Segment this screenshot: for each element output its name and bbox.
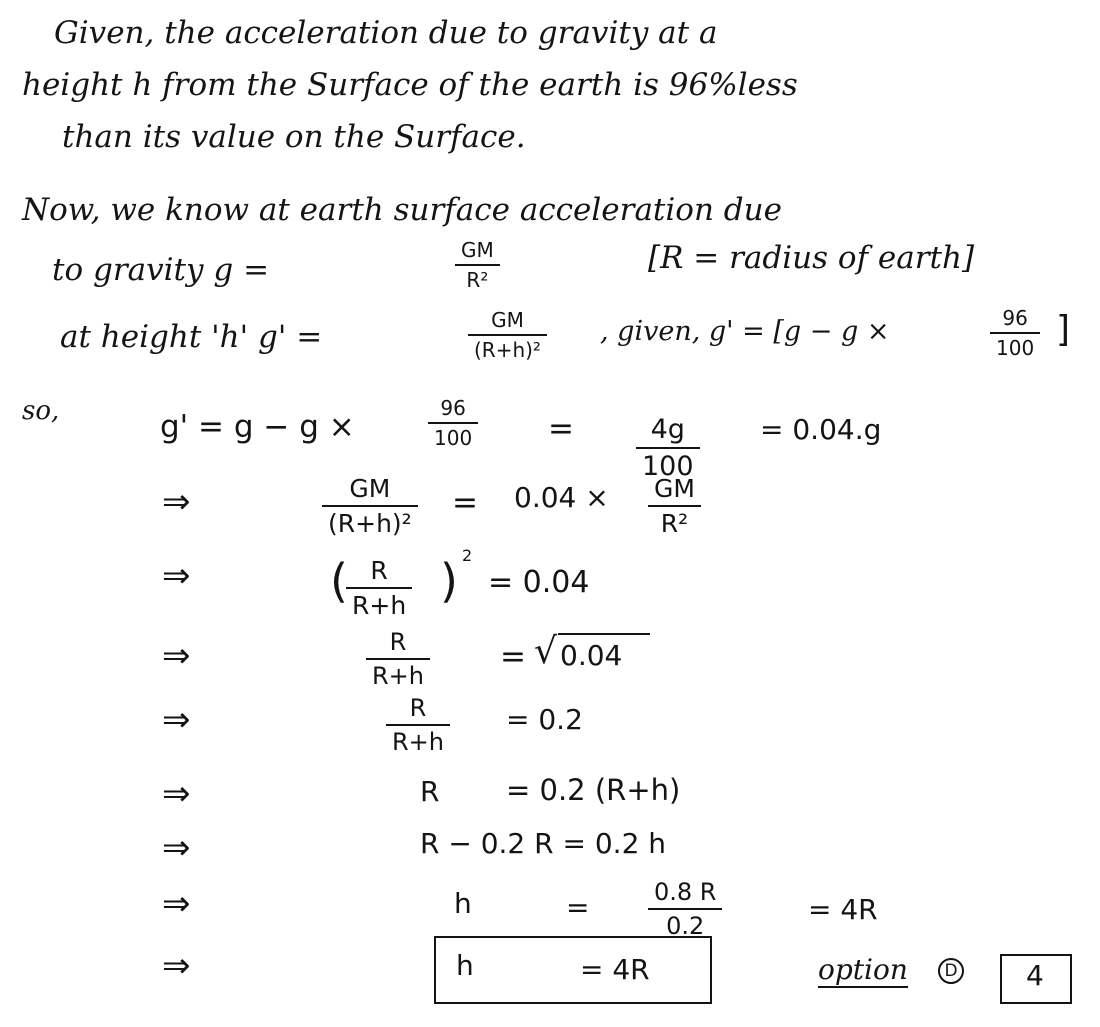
- fraction-numerator: GM: [654, 474, 695, 503]
- step1-4g-over-100-fraction: [636, 414, 700, 482]
- fraction-denominator: 0.2: [666, 912, 705, 940]
- step3-ratio-fraction: [346, 556, 412, 620]
- implies-arrow: ⇒: [162, 556, 191, 596]
- gm-over-r2-fraction: [455, 238, 500, 292]
- implies-arrow: ⇒: [162, 774, 191, 814]
- intro-line-1: Given, the acceleration due to gravity at a: [54, 15, 718, 51]
- option-label: option: [818, 953, 908, 986]
- final-answer-lhs: h: [456, 949, 474, 982]
- step3-close-paren: ): [440, 554, 458, 608]
- gm-over-rh2-fraction: [468, 308, 547, 362]
- fraction-denominator: R+h: [392, 728, 444, 756]
- step2-rhs-fraction: [648, 474, 701, 538]
- step1-96-over-100-fraction: [428, 396, 478, 450]
- fraction-denominator: 100: [434, 426, 473, 450]
- fraction-denominator: R²: [466, 268, 489, 292]
- fraction-denominator: (R+h)²: [328, 509, 412, 538]
- fraction-numerator: GM: [349, 474, 391, 503]
- known-line-1: Now, we know at earth surface acceleration due: [22, 192, 782, 228]
- intro-line-3: than its value on the Surface.: [62, 119, 526, 155]
- gravity-definition-prefix: to gravity g =: [52, 252, 270, 288]
- step8-equals: =: [566, 891, 590, 924]
- fraction-denominator: 100: [996, 336, 1035, 360]
- implies-arrow: ⇒: [162, 700, 191, 740]
- step4-radicand: 0.04: [560, 639, 623, 672]
- step8-lhs: h: [454, 887, 472, 920]
- so-label: so,: [22, 396, 60, 426]
- fraction-numerator: 96: [440, 396, 466, 420]
- fraction-numerator: 4g: [650, 414, 685, 445]
- given-expression-suffix: ]: [1056, 309, 1071, 350]
- radius-note: [R = radius of earth]: [648, 240, 975, 276]
- fraction-denominator: 100: [642, 451, 694, 482]
- fraction-denominator: R+h: [372, 662, 424, 690]
- implies-arrow: ⇒: [162, 946, 191, 986]
- implies-arrow: ⇒: [162, 828, 191, 868]
- step6-lhs: R: [420, 775, 440, 808]
- fraction-denominator: R+h: [352, 591, 407, 620]
- fraction-numerator: 0.8 R: [654, 878, 717, 906]
- step3-open-paren: (: [330, 554, 348, 608]
- fraction-denominator: R²: [660, 509, 689, 538]
- step7-equation: R − 0.2 R = 0.2 h: [420, 827, 667, 860]
- step5-result: = 0.2: [506, 703, 583, 736]
- fraction-numerator: R: [389, 628, 407, 656]
- fraction-numerator: GM: [491, 308, 524, 332]
- final-answer-rhs: = 4R: [580, 953, 650, 986]
- intro-line-2: height h from the Surface of the earth is 96%less: [22, 67, 798, 103]
- square-root-bar: [558, 633, 650, 635]
- step3-exponent: 2: [462, 546, 473, 565]
- step6-rhs: = 0.2 (R+h): [506, 773, 681, 807]
- fraction-numerator: GM: [461, 238, 494, 262]
- step1-result: = 0.04.g: [760, 413, 882, 446]
- step4-equals: =: [500, 639, 526, 675]
- given-expression-prefix: , given, g' = [g − g ×: [600, 316, 890, 347]
- final-answer-box: [434, 936, 712, 1004]
- implies-arrow: ⇒: [162, 636, 191, 676]
- step2-equals: =: [452, 485, 478, 521]
- height-definition-prefix: at height 'h' g' =: [60, 319, 323, 355]
- implies-arrow: ⇒: [162, 482, 191, 522]
- step1-equals: =: [548, 411, 574, 447]
- step1-lhs: g' = g − g ×: [160, 409, 355, 445]
- 96-over-100-fraction: [990, 306, 1040, 360]
- fraction-numerator: R: [409, 694, 427, 722]
- step4-ratio-fraction: [366, 628, 430, 690]
- step2-rhs-coefficient: 0.04 ×: [514, 481, 609, 514]
- step8-result: = 4R: [808, 893, 878, 926]
- fraction-denominator: (R+h)²: [474, 338, 541, 362]
- step8-fraction: [648, 878, 722, 940]
- option-letter-circle: D: [938, 958, 964, 984]
- step2-lhs-fraction: [322, 474, 418, 538]
- square-root-icon: √: [534, 631, 557, 672]
- fraction-numerator: R: [370, 556, 388, 585]
- step5-ratio-fraction: [386, 694, 450, 756]
- fraction-numerator: 96: [1002, 306, 1028, 330]
- option-value: 4: [1026, 959, 1044, 992]
- implies-arrow: ⇒: [162, 884, 191, 924]
- step3-result: = 0.04: [488, 565, 590, 600]
